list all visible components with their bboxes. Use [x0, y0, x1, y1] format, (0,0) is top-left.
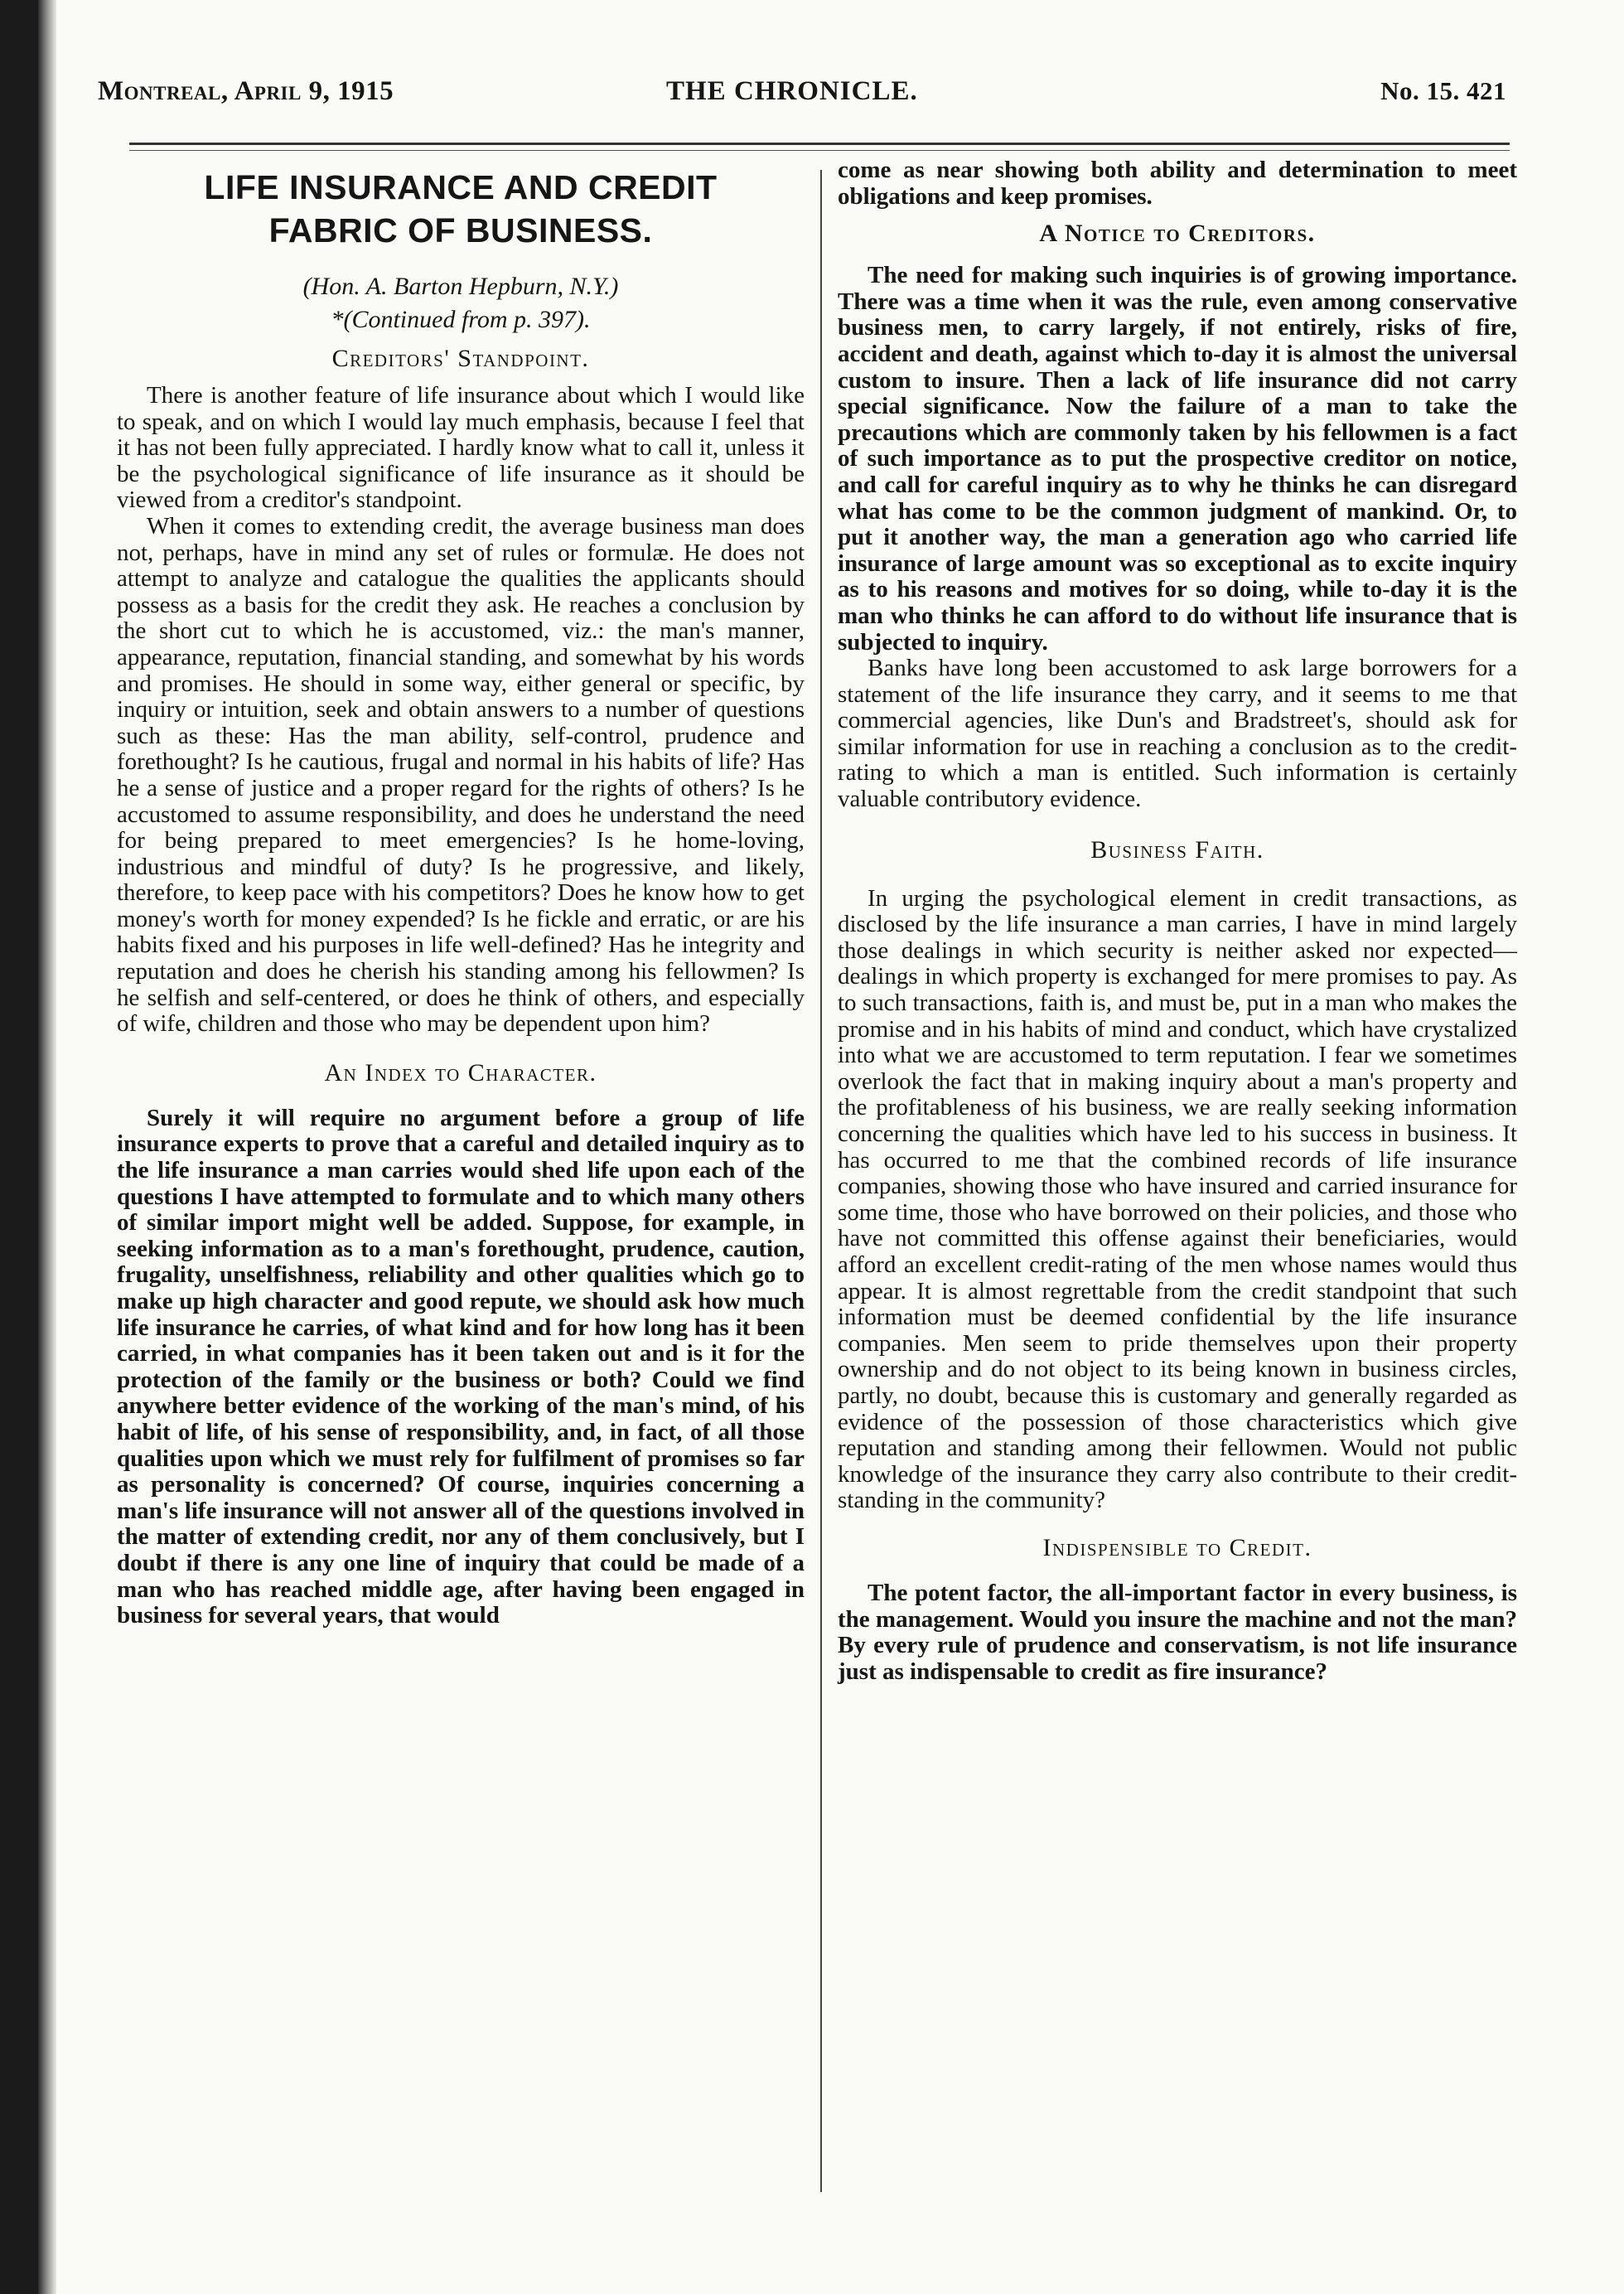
- binding-spine: [38, 0, 56, 2294]
- page-header: [98, 76, 1506, 126]
- article-title: [117, 166, 805, 252]
- byline-continued: *(Continued from p. 397).: [331, 306, 591, 333]
- header-rule-thick: [129, 143, 1510, 145]
- section-heading-notice-to-creditors: A Notice to Creditors.: [1039, 220, 1316, 248]
- section-heading-index-to-character: An Index to Character.: [324, 1058, 597, 1087]
- header-publication-title: THE CHRONICLE.: [666, 76, 918, 106]
- paragraph-notice-2: Banks have long been accustomed to ask large borrowers for a statement of the life insurance they carry, and it seems to me that commercial agencies, like Dun's and Bradstreet's, should ask for similar information for use in reaching a conclusion as to the credit-rating to which a man is entitled. Such information is certainly valuable contributory evidence.: [838, 655, 1517, 813]
- paragraph-notice-1: The need for making such inquiries is of growing importance. There was a time when it was the rule, even among conservative business men, to carry largely, if not entirely, risks of fire, accident and death, against which to-day it is almost the universal custom to insure. Then a lack of life insurance did not carry special significance. Now the failure of a man to take the precautions which are commonly taken by his fellowmen is a fact of such importance as to put the prospective creditor on notice, and call for careful inquiry as to why he thinks he can disregard what has come to be the common judgment of mankind. Or, to put it another way, the man a generation ago who carried life insurance of large amount was so exceptional as to excite inquiry as to his reasons and motives for so doing, while to-day it is the man who thinks he can afford to do without life insurance that is subjected to inquiry.: [838, 262, 1517, 656]
- article-title-line-2: FABRIC OF BUSINESS.: [268, 211, 653, 249]
- right-column: [838, 157, 1517, 1685]
- byline: [117, 270, 805, 336]
- paragraph-creditors-2: When it comes to extending credit, the average business man does not, perhaps, have in mind any set of rules or formulæ. He does not attempt to analyze and catalogue the qualities the applicants should possess as a basis for the credit they ask. He reaches a conclusion by the short cut to which he is accustomed, viz.: the man's manner, appearance, reputation, financial standing, and somewhat by his words and promises. He should in some way, either general or specific, by inquiry or intuition, seek and obtain answers to a number of questions such as these: Has the man ability, self-control, prudence and forethought? Is he cautious, frugal and normal in his habits of life? Has he a sense of justice and a proper regard for the rights of others? Is he accustomed to assume responsibility, and does he understand the need for being prepared to meet emergencies? Is he home-loving, industrious and mindful of duty? Is he progressive, and likely, therefore, to keep pace with his competitors? Does he know how to get money's worth for money expended? Is he fickle and erratic, or are his habits fixed and his purposes in life well-defined? Has he integrity and reputation and does he cherish his standing among his fellowmen? Is he selfish and self-centered, or does he think of others, and especially of wife, children and those who may be dependent upon him?: [117, 512, 805, 1038]
- paragraph-indispensible: The potent factor, the all-important factor in every business, is the management. Would you insure the machine and not the man? By every rule of prudence and conservatism, is not life insurance just as indispensable to credit as fire insurance?: [838, 1579, 1517, 1685]
- header-issue-page: No. 15. 421: [1380, 76, 1506, 105]
- paragraph-creditors-1: There is another feature of life insurance about which I would like to speak, and on which I would lay much emphasis, because I feel that it has not been fully appreciated. I hardly know what to call it, unless it be the psychological significance of life insurance as it should be viewed from a creditor's standpoint.: [117, 382, 805, 514]
- section-heading-indispensible-to-credit: Indispensible to Credit.: [1042, 1533, 1312, 1561]
- header-dateline: Montreal, April 9, 1915: [98, 76, 394, 106]
- section-heading-creditors-standpoint: Creditors' Standpoint.: [331, 345, 590, 372]
- newspaper-page: [38, 0, 1624, 2294]
- byline-author: (Hon. A. Barton Hepburn, N.Y.): [302, 273, 619, 300]
- paragraph-business-faith: In urging the psychological element in credit transactions, as disclosed by the life insurance a man carries, I have in mind largely those dealings in which security is neither asked nor expected—dealings in which property is exchanged for mere promises to pay. As to such transactions, faith is, and must be, put in a man who makes the promise and in his habits of mind and conduct, which have crystalized into what we are accustomed to term reputation. I fear we sometimes overlook the fact that in making inquiry about a man's property and the profitableness of his business, we are really seeking information concerning the qualities which have led to his success in business. It has occurred to me that the combined records of life insurance companies, showing those who have insured and carried insurance for some time, those who have borrowed on their policies, and those who have not committed this offense against their beneficiaries, would afford an excellent credit-rating of the men whose names would thus appear. It is almost regrettable from the credit standpoint that such information must be deemed confidential by the life insurance companies. Men seem to pride themselves upon their property ownership and do not object to its being known in business circles, partly, no doubt, because this is customary and generally regarded as evidence of the possession of those characteristics which give reputation and standing among their fellowmen. Would not public knowledge of the insurance they carry also contribute to their credit-standing in the community?: [838, 884, 1517, 1514]
- paragraph-index-to-character: Surely it will require no argument before a group of life insurance experts to prove that a careful and detailed inquiry as to the life insurance a man carries would shed life upon each of the questions I have attempted to formulate and to which many others of similar import might well be added. Suppose, for example, in seeking information as to a man's forethought, prudence, caution, frugality, unselfishness, reliability and other qualities which go to make up high character and good repute, we should ask how much life insurance he carries, of what kind and for how long has it been carried, in what companies has it been taken out and is it for the protection of the family or the business or both? Could we find anywhere better evidence of the working of the man's mind, of his habit of life, of his sense of responsibility, and, in fact, of all those qualities upon which we must rely for fulfilment of promises so far as personality is concerned? Of course, inquiries concerning a man's life insurance will not answer all of the questions involved in the matter of extending credit, nor any of them conclusively, but I doubt if there is any one line of inquiry that could be made of a man who has reached middle age, after having been engaged in business for several years, that would: [117, 1104, 805, 1629]
- paragraph-index-to-character-continued: come as near showing both ability and determination to meet obligations and keep promises.: [838, 157, 1517, 210]
- left-column: [117, 157, 805, 1629]
- header-rule-thin: [129, 150, 1510, 151]
- column-divider: [820, 170, 822, 2192]
- article-title-line-1: LIFE INSURANCE AND CREDIT: [204, 168, 718, 206]
- section-heading-business-faith: Business Faith.: [1090, 835, 1264, 864]
